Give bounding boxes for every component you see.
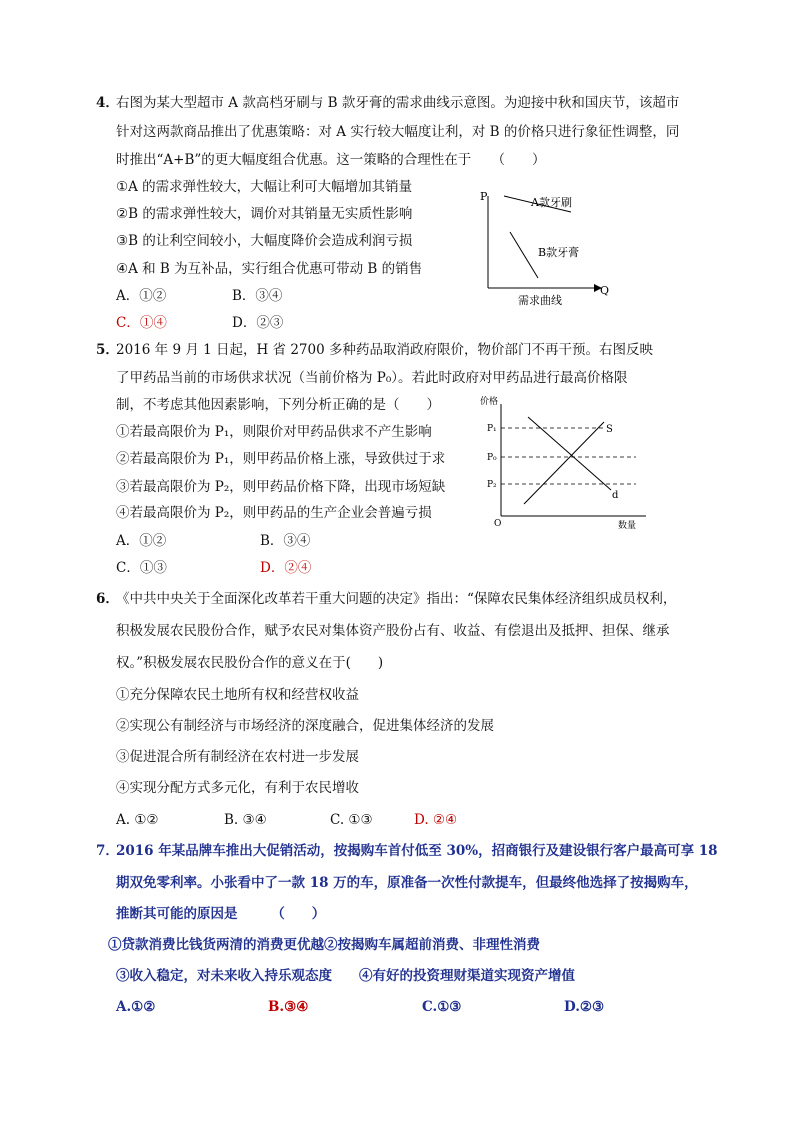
- q4-curve-b: [510, 232, 538, 278]
- q6-option-1: ①充分保障农民土地所有权和经营权收益: [116, 687, 359, 703]
- q5-option-3: ③若最高限价为 P₂，则甲药品价格下降，出现市场短缺: [116, 479, 446, 495]
- q5-option-4: ④若最高限价为 P₂，则甲药品的生产企业会普遍亏损: [116, 505, 432, 521]
- q5-choice-a: A．①②: [116, 533, 167, 549]
- q5-choice-d: D．②④: [260, 560, 312, 576]
- q6-option-4: ④实现分配方式多元化，有利于农民增收: [116, 780, 359, 796]
- q5-choice-b: B．③④: [260, 533, 311, 549]
- q4-option-3: ③B 的让利空间较小，大幅度降价会造成利润亏损: [116, 233, 413, 249]
- q6-choice-b: B. ③④: [224, 812, 267, 828]
- q5-stem-line-2: 了甲药品当前的市场供求状况（当前价格为 P₀）。若此时政府对甲药品进行最高价格限: [116, 370, 628, 386]
- q7-choice-b: B.③④: [268, 999, 309, 1015]
- q5-p2-label: P₂: [487, 480, 497, 490]
- q5-supply-label: S: [606, 424, 613, 435]
- q6-option-2: ②实现公有制经济与市场经济的深度融合，促进集体经济的发展: [116, 718, 494, 734]
- q4-stem-line-3: 时推出“A+B”的更大幅度组合优惠。这一策略的合理性在于 （ ）: [116, 152, 546, 168]
- q5-option-1: ①若最高限价为 P₁，则限价对甲药品供求不产生影响: [116, 424, 432, 440]
- q5-supply-curve: [524, 422, 604, 504]
- q4-choice-b: B．③④: [232, 288, 283, 304]
- q7-option-1-2: ①贷款消费比钱货两清的消费更优越②按揭购车属超前消费、非理性消费: [108, 937, 540, 953]
- q5-origin-label: O: [494, 519, 502, 529]
- q5-choice-c: C．①③: [116, 560, 167, 576]
- q6-number: 6．: [96, 591, 119, 607]
- q7-stem-line-3: 推断其可能的原因是 （ ）: [116, 906, 326, 922]
- q4-choice-c: C．①④: [116, 315, 167, 331]
- q4-choice-d: D．②③: [232, 315, 284, 331]
- q4-curve-a-label: A款牙刷: [531, 196, 572, 209]
- q7-stem-line-1: 2016 年某品牌车推出大促销活动，按揭购车首付低至 30%，招商银行及建设银行客户最高可享 18: [116, 843, 718, 859]
- q4-y-label: P: [480, 190, 488, 203]
- q4-curve-b-label: B款牙膏: [538, 246, 580, 259]
- q4-option-4: ④A 和 B 为互补品，实行组合优惠可带动 B 的销售: [116, 261, 423, 277]
- q4-chart-caption: 需求曲线: [518, 294, 562, 307]
- q4-option-1: ①A 的需求弹性较大，大幅让利可大幅增加其销量: [116, 179, 413, 195]
- q5-option-2: ②若最高限价为 P₁，则甲药品价格上涨，导致供过于求: [116, 451, 446, 467]
- q7-stem-line-2: 期双免零利率。小张看中了一款 18 万的车，原准备一次性付款提车，但最终他选择了按揭购车，: [116, 875, 698, 891]
- q4-x-label: Q: [600, 284, 610, 297]
- q6-stem-line-1: 《中共中央关于全面深化改革若干重大问题的决定》指出：“保障农民集体经济组织成员权利，: [116, 591, 677, 607]
- q5-x-label: 数量: [618, 521, 637, 531]
- q7-choice-d: D.②③: [564, 999, 605, 1015]
- q6-choice-c: C. ①③: [330, 812, 373, 828]
- q7-choice-c: C.①③: [422, 999, 462, 1015]
- q6-choice-a: A. ①②: [116, 812, 159, 828]
- q5-p0-label: P₀: [487, 453, 497, 463]
- q4-stem-line-1: 右图为某大型超市 A 款高档牙刷与 B 款牙膏的需求曲线示意图。为迎接中秋和国庆节，该超市: [116, 95, 680, 111]
- q7-number: 7．: [96, 843, 119, 859]
- q5-supply-demand-chart: [476, 392, 656, 532]
- q4-stem-line-2: 针对这两款商品推出了优惠策略：对 A 实行较大幅度让利，对 B 的价格只进行象征性调整，同: [116, 124, 680, 140]
- q7-option-3-4: ③收入稳定，对未来收入持乐观态度 ④有好的投资理财渠道实现资产增值: [116, 968, 575, 984]
- q6-stem-line-3: 权。”积极发展农民股份合作的意义在于( ): [116, 655, 384, 671]
- q4-option-2: ②B 的需求弹性较大，调价对其销量无实质性影响: [116, 206, 413, 222]
- q4-number: 4．: [96, 95, 119, 111]
- q5-stem-line-1: 2016 年 9 月 1 日起，H 省 2700 多种药品取消政府限价，物价部门不再干预。右图反映: [116, 342, 653, 358]
- q4-demand-chart: [476, 182, 616, 310]
- q5-stem-line-3: 制，不考虑其他因素影响，下列分析正确的是（ ）: [116, 397, 440, 413]
- q4-choice-a: A．①②: [116, 288, 167, 304]
- q6-choice-d: D. ②④: [414, 812, 458, 828]
- q6-stem-line-2: 积极发展农民股份合作，赋予农民对集体资产股份占有、收益、有偿退出及抵押、担保、继承: [116, 623, 670, 639]
- q6-option-3: ③促进混合所有制经济在农村进一步发展: [116, 749, 359, 765]
- q5-y-label: 价格: [480, 397, 499, 407]
- q5-p1-label: P₁: [487, 424, 497, 434]
- q5-number: 5．: [96, 342, 119, 358]
- q7-choice-a: A.①②: [116, 999, 156, 1015]
- q5-demand-label: d: [612, 490, 619, 501]
